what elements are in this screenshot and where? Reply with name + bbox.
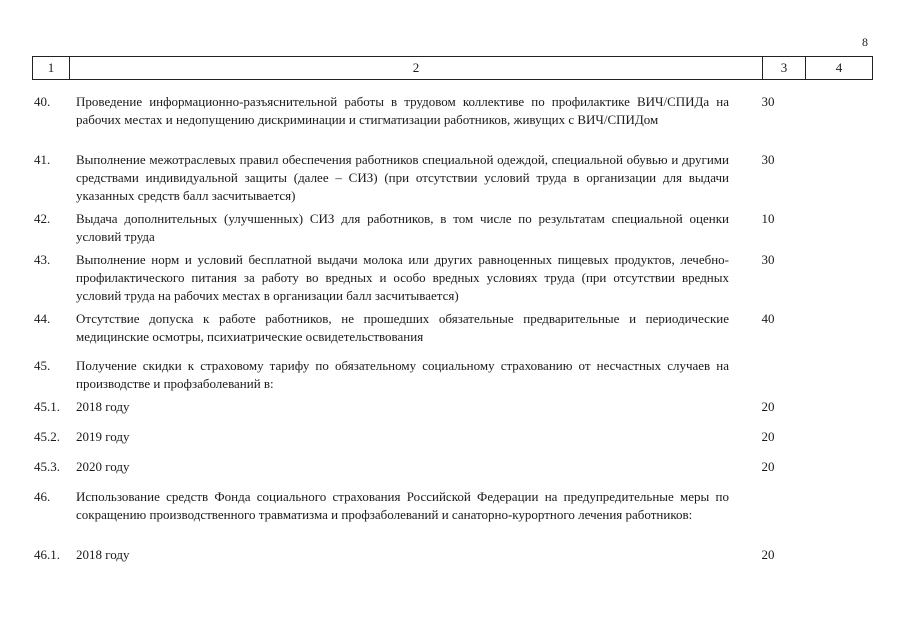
row-text: Использование средств Фонда социального страхования Российской Федерации на предупредительные меры по сокращению производственного травматизма и профзаболеваний и санаторно-курортного лечения работников: — [76, 489, 729, 522]
row-score: 30 — [761, 94, 775, 109]
row-text: 2018 году — [76, 399, 130, 414]
row-text: Отсутствие допуска к работе работников, не прошедших обязательные предварительные и периодические медицинские осмотры, психиатрические освидетельствования — [76, 311, 729, 344]
row-number: 46.1. — [34, 547, 60, 562]
row-score: 30 — [761, 252, 775, 267]
row-text: Проведение информационно-разъяснительной работы в трудовом коллективе по профилактике ВИЧ/СПИДа на рабочих местах и недопущению дискриминации и стигматизации работников, живущих с ВИЧ/СПИДом — [76, 94, 729, 127]
row-text: Получение скидки к страховому тарифу по обязательному социальному страхованию от несчастных случаев на производстве и профзаболеваний в: — [76, 358, 729, 391]
header-col-4: 4 — [835, 60, 843, 75]
row-number: 45. — [34, 358, 51, 373]
row-text: 2019 году — [76, 429, 130, 444]
row-text: 2018 году — [76, 547, 130, 562]
row-score: 20 — [761, 399, 775, 414]
header-col-1: 1 — [33, 57, 70, 79]
row-score: 20 — [761, 547, 775, 562]
row-number: 45.1. — [34, 399, 60, 414]
row-number: 44. — [34, 311, 51, 326]
row-score: 40 — [761, 311, 775, 326]
row-score: 20 — [761, 429, 775, 444]
page-number: 8 — [862, 35, 868, 49]
row-number: 46. — [34, 489, 51, 504]
row-score: 30 — [761, 152, 775, 167]
row-score: 10 — [761, 211, 775, 226]
row-number: 40. — [34, 94, 51, 109]
row-text: Выполнение норм и условий бесплатной выдачи молока или других равноценных пищевых продуктов, лечебно-профилактического питания за работу во вредных и особо вредных условиях труда (при отсутствии вредных условий труда на рабочих местах в организации балл засчитывается) — [76, 252, 729, 303]
row-text: Выдача дополнительных (улучшенных) СИЗ для работников, в том числе по результатам специальной оценки условий труда — [76, 211, 729, 244]
row-number: 45.2. — [34, 429, 60, 444]
row-number: 42. — [34, 211, 51, 226]
row-number: 45.3. — [34, 459, 60, 474]
row-number: 43. — [34, 252, 51, 267]
row-score: 20 — [761, 459, 775, 474]
table-header — [32, 56, 873, 80]
row-text: 2020 году — [76, 459, 130, 474]
header-col-3: 3 — [763, 57, 806, 79]
header-col-2: 2 — [70, 57, 763, 79]
row-number: 41. — [34, 152, 51, 167]
row-text: Выполнение межотраслевых правил обеспечения работников специальной одеждой, специальной обувью и другими средствами индивидуальной защиты (далее – СИЗ) (при отсутствии условий труда в организации для выдачи указанных средств балл засчитывается) — [76, 152, 729, 203]
